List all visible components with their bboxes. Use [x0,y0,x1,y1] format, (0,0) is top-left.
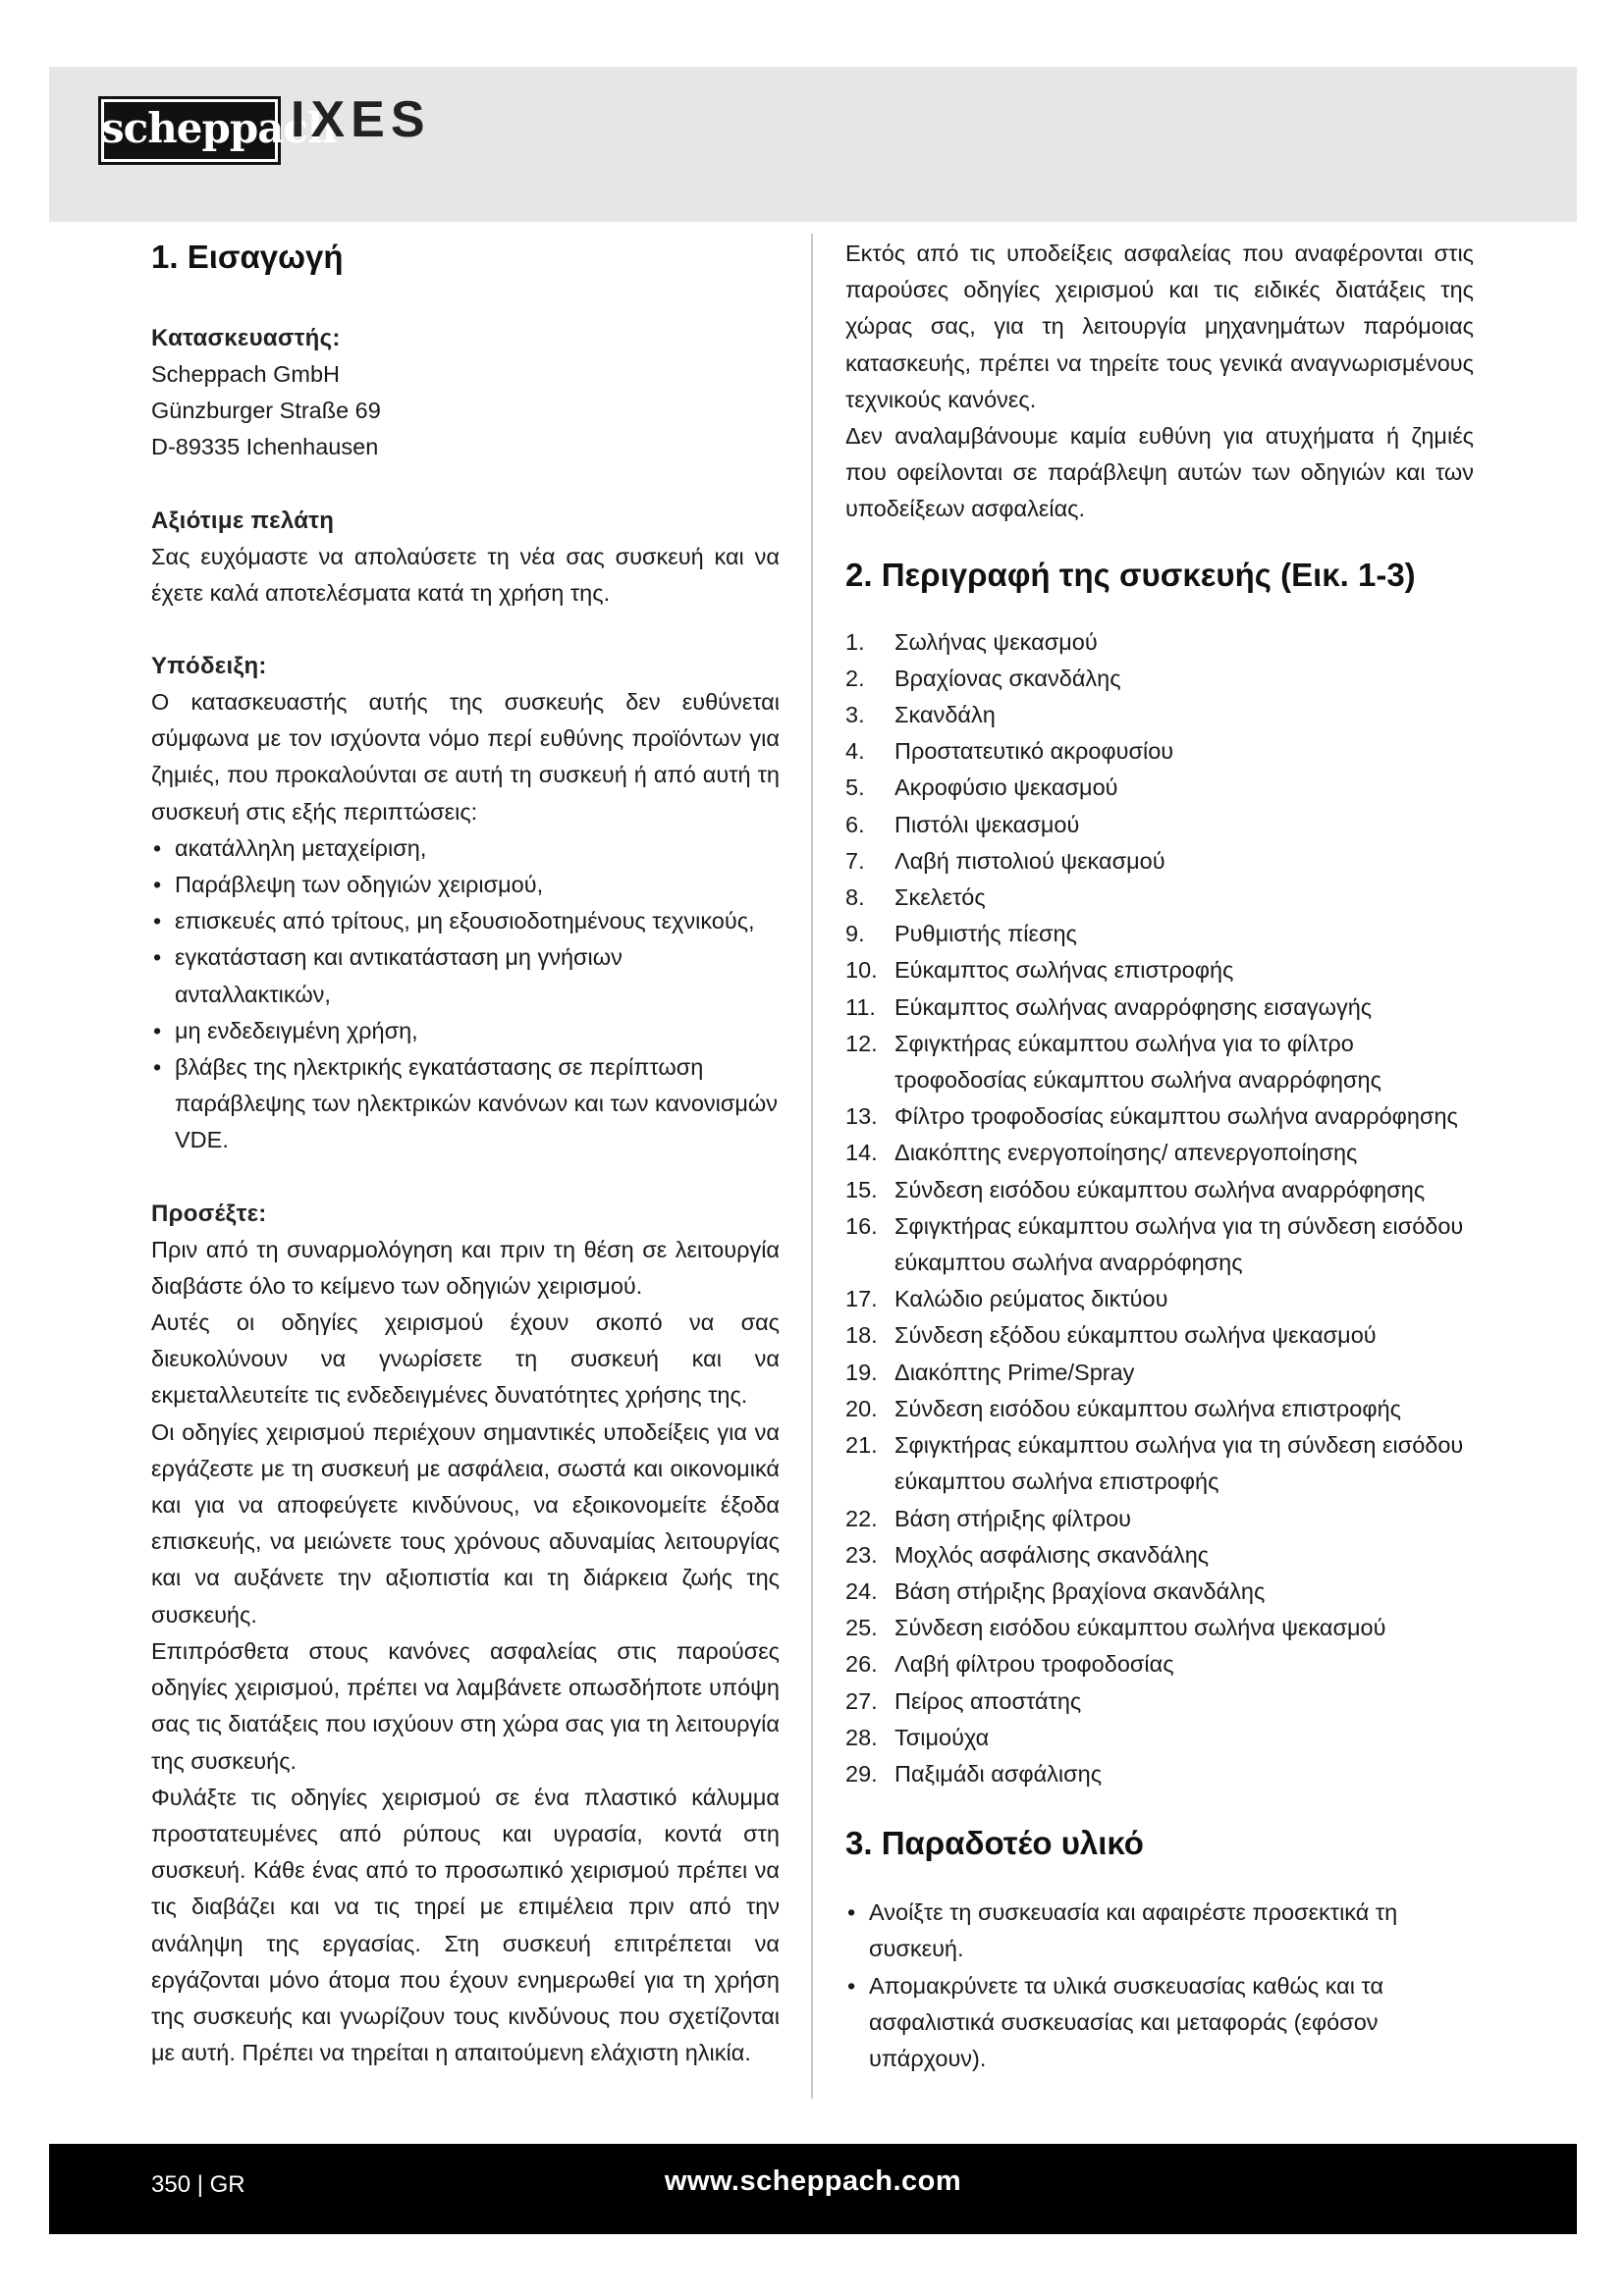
list-item: 1. Σωλήνας ψεκασμού [845,628,1098,655]
attention-paragraph: Οι οδηγίες χειρισμού περιέχουν σημαντικές υποδείξεις για να εργάζεστε με τη συσκευή με ασφάλεια, σωστά και οικονομικά και για να αποφεύγετε κινδύνους, να εξοικονομείτε έξοδα επισκευής, να μειώνετε τους χρόνους αδυναμίας λειτουργίας και να αυξάνετε την αξιοπιστία και τη διάρκεια ζωής της συσκευής. [151,1418,780,1628]
list-item: 8. Σκελετός [845,884,986,911]
customer-heading: Αξιότιμε πελάτη [151,507,335,534]
scheppach-logo: scheppach [98,96,281,165]
attention-paragraph: Φυλάξτε τις οδηγίες χειρισμού σε ένα πλαστικό κάλυμμα προστατευμένες από ρύπους και υγρασία, κοντά στη συσκευή. Κάθε ένας από το προσωπικό χειρισμού πρέπει να τις διαβάζει και να τις τηρεί με επιμέλεια πριν από την ανάληψη της εργασίας. Στη συσκευή επιτρέπεται να εργάζονται μόνο άτομα που έχουν ενημερωθεί για τη χρήση της συσκευής και γνωρίζουν τους κινδύνους που σχετίζονται με αυτή. Πρέπει να τηρείται η απαιτούμενη ελάχιστη ηλικία. [151,1784,780,2066]
parts-list [845,624,1474,1793]
note-heading: Υπόδειξη: [151,653,267,680]
manufacturer-line: Scheppach GmbH [151,361,341,387]
list-item: 27. Πείρος αποστάτης [845,1687,1082,1714]
section-title-intro: 1. Εισαγωγή [151,239,344,275]
note-text: Ο κατασκευαστής αυτής της συσκευής δεν ευθύνεται σύμφωνα με τον ισχύοντα νόμο περί ευθύνης προϊόντων για ζημιές, που προκαλούνται σε αυτή τη συσκευή ή από αυτή τη συσκευή στις εξής περιπτώσεις: [151,689,780,825]
list-item: 14. Διακόπτης ενεργοποίησης/ απενεργοποίησης [845,1140,1358,1166]
left-column [151,236,780,2071]
list-item: 25. Σύνδεση εισόδου εύκαμπτου σωλήνα ψεκασμού [845,1615,1386,1641]
list-item: • εγκατάσταση και αντικατάσταση μη γνήσιων ανταλλακτικών, [151,939,780,1012]
list-item: 23. Μοχλός ασφάλισης σκανδάλης [845,1541,1210,1568]
manufacturer-line: Günzburger Straße 69 [151,398,381,424]
page-footer [49,2144,1577,2234]
list-item: 11. Εύκαμπτος σωλήνας αναρρόφησης εισαγωγής [845,993,1373,1020]
list-item: 2. Βραχίονας σκανδάλης [845,665,1121,691]
right-column [845,236,1474,2077]
delivery-bullet-list [845,1895,1474,2077]
note-bullet-list [151,830,780,1159]
list-item: 6. Πιστόλι ψεκασμού [845,811,1080,837]
page-header [49,67,1577,222]
list-item: 22. Βάση στήριξης φίλτρου [845,1505,1132,1531]
website-link[interactable]: www.scheppach.com [664,2165,962,2197]
intro-paragraph: Εκτός από τις υποδείξεις ασφαλείας που αναφέρονται στις παρούσες οδηγίες χειρισμού και τις ειδικές διατάξεις της χώρας σας, για τη λειτουργία μηχανημάτων παρόμοιας κατασκευής, πρέπει να τηρείτε τους γενικά αναγνωρισμένους τεχνικούς κανόνες. [845,240,1474,412]
column-divider [811,234,813,2099]
list-item: • Ανοίξτε τη συσκευασία και αφαιρέστε προσεκτικά τη συσκευή. [845,1895,1474,1967]
list-item: • Παράβλεψη των οδηγιών χειρισμού, [151,867,780,903]
manufacturer-line: D-89335 Ichenhausen [151,434,379,460]
list-item: 29. Παξιμάδι ασφάλισης [845,1760,1103,1787]
list-item: • ακατάλληλη μεταχείριση, [151,830,780,867]
list-item: 9. Ρυθμιστής πίεσης [845,921,1077,947]
list-item: 5. Ακροφύσιο ψεκασμού [845,774,1118,801]
list-item: • Απομακρύνετε τα υλικά συσκευασίας καθώς και τα ασφαλιστικά συσκευασίας και μεταφοράς (εφόσον υπάρχουν). [845,1968,1474,2078]
list-item: 16. Σφιγκτήρας εύκαμπτου σωλήνα για τη σύνδεση εισόδου εύκαμπτου σωλήνα αναρρόφησης [845,1212,1464,1276]
list-item: 21. Σφιγκτήρας εύκαμπτου σωλήνα για τη σύνδεση εισόδου εύκαμπτου σωλήνα επιστροφής [845,1432,1464,1495]
attention-paragraph: Πριν από τη συναρμολόγηση και πριν τη θέση σε λειτουργία διαβάστε όλο το κείμενο των οδηγιών χειρισμού. [151,1236,780,1299]
list-item: 13. Φίλτρο τροφοδοσίας εύκαμπτου σωλήνα αναρρόφησης [845,1103,1458,1130]
list-item: 17. Καλώδιο ρεύματος δικτύου [845,1286,1168,1312]
manufacturer-heading: Κατασκευαστής: [151,325,341,351]
list-item: 28. Τσιμούχα [845,1724,990,1750]
attention-heading: Προσέξτε: [151,1200,267,1227]
list-item: 20. Σύνδεση εισόδου εύκαμπτου σωλήνα επιστροφής [845,1395,1401,1421]
customer-text: Σας ευχόμαστε να απολαύσετε τη νέα σας συσκευή και να έχετε καλά αποτελέσματα κατά τη χρήση της. [151,543,780,606]
list-item: • βλάβες της ηλεκτρικής εγκατάστασης σε περίπτωση παράβλεψης των ηλεκτρικών κανόνων και των κανονισμών VDE. [151,1049,780,1159]
attention-paragraph: Επιπρόσθετα στους κανόνες ασφαλείας στις παρούσες οδηγίες χειρισμού, πρέπει να λαμβάνετε οπωσδήποτε υπόψη σας τις διατάξεις που ισχύουν στη χώρα σας για τη λειτουργία της συσκευής. [151,1637,780,1774]
section-title-description: 2. Περιγραφή της συσκευής (Εικ. 1-3) [845,556,1416,593]
page-number: 350 | GR [151,2171,245,2198]
section-title-delivery: 3. Παραδοτέο υλικό [845,1825,1144,1862]
list-item: 24. Βάση στήριξης βραχίονα σκανδάλης [845,1577,1266,1604]
list-item: • μη ενδεδειγμένη χρήση, [151,1013,780,1049]
list-item: 26. Λαβή φίλτρου τροφοδοσίας [845,1651,1174,1678]
list-item: 7. Λαβή πιστολιού ψεκασμού [845,847,1165,874]
attention-paragraph: Αυτές οι οδηγίες χειρισμού έχουν σκοπό να σας διευκολύνουν να γνωρίσετε τη συσκευή και να εκμεταλλευτείτε τις ενδεδειγμένες δυνατότητες χρήσης της. [151,1309,780,1409]
list-item: 3. Σκανδάλη [845,702,996,728]
list-item: 10. Εύκαμπτος σωλήνας επιστροφής [845,957,1234,984]
list-item: 19. Διακόπτης Prime/Spray [845,1359,1135,1385]
intro-paragraph: Δεν αναλαμβάνουμε καμία ευθύνη για ατυχήματα ή ζημιές που οφείλονται σε παράβλεψη αυτών των οδηγιών και των υποδείξεων ασφαλείας. [845,423,1474,522]
list-item: • επισκευές από τρίτους, μη εξουσιοδοτημένους τεχνικούς, [151,903,780,939]
list-item: 4. Προστατευτικό ακροφυσίου [845,738,1174,765]
ixes-logo: IXES [291,91,431,148]
list-item: 12. Σφιγκτήρας εύκαμπτου σωλήνα για το φίλτρο τροφοδοσίας εύκαμπτου σωλήνα αναρρόφησης [845,1030,1381,1094]
list-item: 15. Σύνδεση εισόδου εύκαμπτου σωλήνα αναρρόφησης [845,1176,1426,1202]
list-item: 18. Σύνδεση εξόδου εύκαμπτου σωλήνα ψεκασμού [845,1322,1377,1349]
